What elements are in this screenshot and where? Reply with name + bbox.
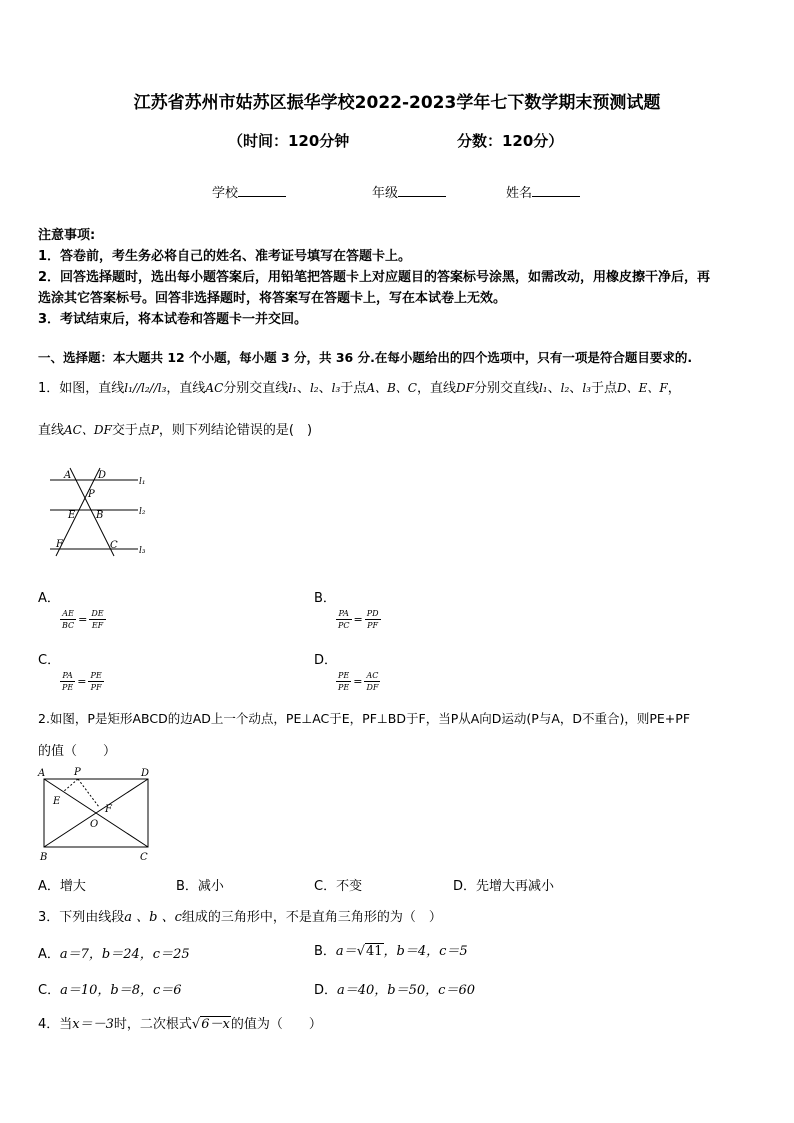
- exam-score: 分数：120分）: [457, 132, 564, 150]
- q1-line2a: 直线: [38, 423, 65, 438]
- q2-fig-label-f: F: [105, 804, 112, 815]
- q3-option-a-label: A．: [38, 947, 60, 962]
- q1-sep: 、: [296, 381, 310, 396]
- grade-blank: [398, 186, 446, 197]
- q3-option-b-pre: a＝: [335, 944, 357, 959]
- q1-p: P: [150, 423, 159, 437]
- q2-fig-label-o: O: [90, 819, 99, 830]
- q2-option-d[interactable]: D．先增大再减小: [453, 879, 555, 894]
- q1-t3b: 于点: [590, 381, 617, 396]
- notice-item-2a: 2．回答选择题时，选出每小题答案后，用铅笔把答题卡上对应题目的答案标号涂黑，如需改动，用橡皮擦干净后，再: [38, 270, 711, 285]
- q2-fig-label-p: P: [74, 767, 81, 778]
- school-field[interactable]: [212, 182, 286, 201]
- q1-t6: 交于点: [111, 423, 151, 438]
- q4-radicand: 6－x: [201, 1017, 230, 1032]
- q1-option-c-label: C．: [38, 653, 61, 668]
- q1-fig-label-a: A: [64, 470, 72, 481]
- q1-t7: ，则下列结论错误的是( ): [158, 423, 313, 438]
- q1-t4: ，直线: [416, 381, 456, 396]
- q3-option-b-radicand: 41: [365, 944, 383, 959]
- q1-l3: l₃: [331, 381, 341, 395]
- q1-fig-label-p: P: [88, 489, 95, 500]
- q1-fig-label-l2: l₂: [139, 507, 146, 517]
- q1-option-d-frac-1: $\frac{PE}{PE}$: [338, 671, 350, 692]
- q3-prefix: 3．下列由线段: [38, 910, 125, 925]
- q2-fig-pe: [63, 779, 78, 792]
- q3-option-b-label: B．: [314, 944, 336, 959]
- q1-t2b: 分别交直线: [473, 381, 539, 396]
- q4-mid: 时，二次根式: [113, 1017, 192, 1032]
- q1-def: D、E、F: [616, 381, 668, 395]
- q1-option-b[interactable]: B． $\frac{PA}{PC}$ = $\frac{PD}{PF}$: [314, 591, 379, 630]
- q1-fig-label-l3: l₃: [139, 546, 146, 556]
- q3-option-c-label: C．: [38, 983, 61, 998]
- q3-option-c-text: a＝10，b＝8，c＝6: [60, 983, 182, 998]
- q2-line-1: 2.如图，P是矩形ABCD的边AD上一个动点，PE⊥AC于E，PF⊥BD于F，当P从A向D运动(P与A，D不重合)，则PE+PF: [38, 711, 691, 726]
- q3-option-d-text: a＝40，b＝50，c＝60: [337, 983, 475, 998]
- notice-item-3: 3．考试结束后，将本试卷和答题卡一并交回。: [38, 312, 308, 327]
- q1-option-c[interactable]: C． $\frac{PA}{PE}$ = $\frac{PE}{PF}$: [38, 653, 102, 692]
- q2-option-a[interactable]: A．增大: [38, 879, 86, 894]
- q1-t5: ，: [667, 381, 681, 396]
- q1-option-d-label: D．: [314, 653, 338, 668]
- q1-sep: 、: [547, 381, 561, 396]
- q2-line-2: 的值（ ）: [38, 744, 117, 759]
- q1-fig-label-l1: l₁: [139, 477, 146, 487]
- q1-option-b-frac-2: $\frac{PD}{PF}$: [366, 609, 379, 630]
- q1-option-a-label: A．: [38, 591, 60, 606]
- q1-option-c-frac-1: $\frac{PA}{PE}$: [62, 671, 74, 692]
- q2-fig-label-a: A: [38, 768, 46, 779]
- q1-fig-line-ac: [70, 468, 114, 556]
- q1-option-a-frac-2: $\frac{DE}{EF}$: [91, 609, 104, 630]
- q1-option-a[interactable]: A． $\frac{AE}{BC}$ = $\frac{DE}{EF}$: [38, 591, 104, 630]
- q2-fig-label-b: B: [40, 852, 48, 863]
- q2-fig-label-c: C: [140, 852, 148, 863]
- q3-option-d-label: D．: [314, 983, 338, 998]
- q1-acdf: AC、DF: [64, 423, 112, 437]
- q1-fig-label-c: C: [110, 540, 118, 551]
- name-field[interactable]: [506, 182, 580, 201]
- q1-parallel: l₁//l₂//l₃: [124, 381, 167, 395]
- grade-label: 年级: [372, 186, 399, 201]
- grade-field[interactable]: [372, 182, 446, 201]
- exam-time: （时间：120分钟: [228, 132, 350, 150]
- notice-item-2b: 选涂其它答案标号。回答非选择题时，将答案写在答题卡上，写在本试卷上无效。: [38, 291, 507, 306]
- q1-sep: 、: [569, 381, 583, 396]
- q4-suffix: 的值为（ ）: [230, 1017, 322, 1032]
- q1-option-a-frac-1: $\frac{AE}{BC}$: [62, 609, 75, 630]
- notice-item-1: 1．答卷前，考生务必将自己的姓名、准考证号填写在答题卡上。: [38, 249, 412, 264]
- q1-l2: l₂: [309, 381, 319, 395]
- q3-option-b-radical-sign: √: [356, 944, 365, 959]
- q1-sep: 、: [318, 381, 332, 396]
- q3-stem: [38, 906, 442, 925]
- q2-fig-label-d: D: [141, 768, 150, 779]
- q2-option-c[interactable]: C．不变: [314, 879, 363, 894]
- q1-line-2: [38, 419, 312, 438]
- q3-option-b[interactable]: [314, 940, 468, 959]
- q3-suffix: 组成的三角形中，不是直角三角形的为（ ）: [181, 910, 442, 925]
- q4-stem: [38, 1013, 322, 1032]
- q1-prefix: 1．如图，直线: [38, 381, 125, 396]
- q3-option-a-text: a＝7，b＝24，c＝25: [59, 947, 190, 962]
- section-heading: 一、选择题：本大题共 12 个小题，每小题 3 分，共 36 分.在每小题给出的四个选项中，只有一项是符合题目要求的.: [38, 350, 693, 365]
- q3-option-c[interactable]: [38, 979, 182, 998]
- q1-line-1: [38, 377, 681, 396]
- q1-l2b: l₂: [560, 381, 570, 395]
- q1-option-c-frac-2: $\frac{PE}{PF}$: [90, 671, 102, 692]
- notice-heading: 注意事项:: [38, 228, 96, 243]
- q3-option-a[interactable]: [38, 943, 190, 962]
- q1-option-d[interactable]: D． $\frac{PE}{PE}$ = $\frac{AC}{DF}$: [314, 653, 379, 692]
- q1-fig-label-b: B: [96, 510, 104, 521]
- q3-option-d[interactable]: [314, 979, 475, 998]
- q1-option-d-frac-2: $\frac{AC}{DF}$: [366, 671, 379, 692]
- name-label: 姓名: [506, 186, 533, 201]
- page-title: 江苏省苏州市姑苏区振华学校2022-2023学年七下数学期末预测试题: [133, 93, 661, 113]
- q4-prefix: 4．当: [38, 1017, 73, 1032]
- q2-option-b[interactable]: B．减小: [176, 879, 224, 894]
- q1-t3: 于点: [340, 381, 367, 396]
- q1-fig-label-f: F: [56, 539, 63, 550]
- q1-l3b: l₃: [582, 381, 591, 395]
- q1-figure: [42, 462, 152, 562]
- q3-abc: a 、b 、c: [124, 910, 182, 925]
- name-blank: [532, 186, 580, 197]
- q1-fig-label-d: D: [98, 470, 107, 481]
- q2-figure: [36, 764, 156, 864]
- q1-l1b: l₁: [538, 381, 548, 395]
- q4-radical-sign: √: [191, 1017, 201, 1032]
- school-blank: [238, 186, 286, 197]
- q1-ac: AC: [205, 381, 224, 395]
- q1-l1: l₁: [288, 381, 297, 395]
- school-label: 学校: [212, 186, 239, 201]
- q3-option-b-post: ，b＝4，c＝5: [383, 944, 468, 959]
- q1-fig-label-e: E: [68, 510, 76, 521]
- q1-option-b-frac-1: $\frac{PA}{PC}$: [338, 609, 350, 630]
- q2-fig-label-e: E: [53, 796, 61, 807]
- q1-df: DF: [456, 381, 474, 395]
- q1-abc: A、B、C: [366, 381, 417, 395]
- q1-t2: 分别交直线: [223, 381, 289, 396]
- q4-condition: x＝－3: [72, 1017, 114, 1032]
- q1-option-b-label: B．: [314, 591, 336, 606]
- q1-t1: ，直线: [166, 381, 206, 396]
